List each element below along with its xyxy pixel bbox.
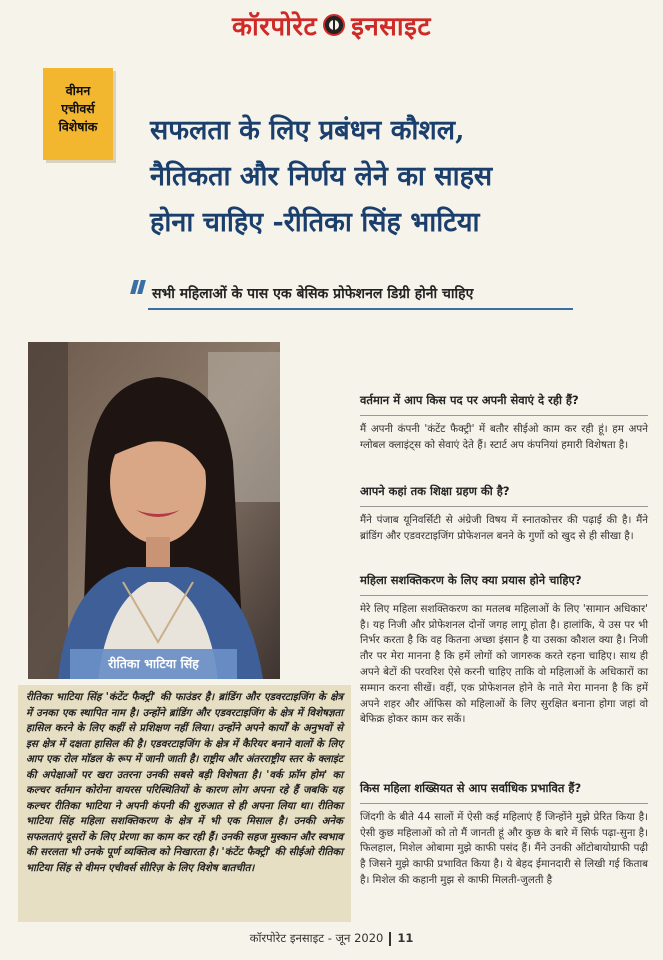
masthead-title-part2: इनसाइट [351,12,431,42]
qa-answer: मेरे लिए महिला सशक्तिकरण का मतलब महिलाओं के लिए 'सामान अधिकार' है। यह निजी और प्रोफेशनल दोनों जगह लागू होता है। हालांकि, ये उस पर भी निर्भर करता है कि वह कितना अच्छा इंसान है या उसका कौशल क्या है। निजी तौर पर मेरा मानना है कि हमें लोगों को जागरुक करते रहना चाहिए। साथ ही अपने बेटों की परवरिश ऐसे करनी चाहिए ताकि वो महिलाओं के अधिकारों का सम्मान करना सीखें। वहीं, एक प्रोफेशनल होने के नाते मेरा मानना है कि हमें अपने शहर और ऑफिस को महिलाओं के लिए सुरक्षित बनाना होगा जहां वो बेफिक्र होकर काम कर सकें। [360,602,648,726]
subheadline: सभी महिलाओं के पास एक बेसिक प्रोफेशनल डिग्री होनी चाहिए [152,286,474,302]
qa-divider [360,595,648,596]
quote-icon [132,278,146,300]
page-number: 11 [397,931,414,945]
qa-item [360,484,648,544]
qa-question: महिला सशक्तिकरण के लिए क्या प्रयास होने चाहिए? [360,573,582,587]
photo-caption: रीतिका भाटिया सिंह [108,656,199,671]
masthead-title-part1: कॉरपोरेट [232,12,318,42]
headline-line: होना चाहिए -रीतिका सिंह भाटिया [150,207,480,238]
headline-line: नैतिकता और निर्णय लेने का साहस [150,161,493,192]
section-tag-line: एचीवर्स [61,101,95,116]
qa-answer: मैंने पंजाब यूनिवर्सिटी से अंग्रेजी विषय में स्नातकोत्तर की पढ़ाई की है। मैंने ब्रांडिंग और एडवरटाइजिंग प्रोफेशनल बनने के गुणों को खुद से ही सीखा है। [360,513,648,542]
globe-icon [323,14,345,36]
qa-answer: मैं अपनी कंपनी 'कंटेंट फैक्ट्री' में बतौर सीईओ काम कर रही हूं। हम अपने ग्लोबल क्लाइंट्स को सेवाएं देते हैं। स्टार्ट अप कंपनियां हमारी विशेषता है। [360,422,648,451]
qa-answer: जिंदगी के बीते 44 सालों में ऐसी कई महिलाएं हैं जिन्होंने मुझे प्रेरित किया है। ऐसी कुछ महिलाओं को तो मैं जानती हूं और कुछ के बारे में सिर्फ पढ़ा-सुना है। फिलहाल, मिशेल ओबामा मुझे काफी पसंद हैं। मैंने उनकी ऑटोबायोग्राफी पढ़ी है जिसने मुझे काफी प्रभावित किया है। ये बेहद ईमानदारी से लिखी गई किताब है। मिशेल की कहानी मुझ से काफी मिलती-जुलती है [360,810,648,886]
headline [150,108,630,246]
subheadline-underline [148,308,573,310]
footer-divider [389,932,391,946]
section-tag [43,68,113,160]
headline-line: सफलता के लिए प्रबंधन कौशल, [150,115,465,146]
masthead [0,0,663,50]
qa-divider [360,803,648,804]
qa-divider [360,415,648,416]
qa-question: आपने कहां तक शिक्षा ग्रहण की है? [360,484,510,498]
section-tag-line: विशेषांक [58,119,98,134]
page-footer [0,931,663,946]
qa-divider [360,506,648,507]
intro-text: रीतिका भाटिया सिंह 'कंटेंट फैक्ट्री' की फाउंडर है। ब्रांडिंग और एडवरटाइजिंग के क्षेत्र में उनका एक स्थापित नाम है। उन्होंने ब्रांडिंग और एडवरटाइजिंग के क्षेत्र में विशेषज्ञता हासिल करने के लिए कहीं से प्रशिक्षण नहीं लिया। उन्होंने अपने कार्यों के अनुभवों से इस क्षेत्र में दक्षता हासिल की है। एडवरटाइजिंग के क्षेत्र में कैरियर बनाने वालों के लिए आप एक रोल मॉडल के रूप में जानी जाती है। राष्ट्रीय और अंतरराष्ट्रीय स्तर के क्लाइंट की अपेक्षाओं पर खरा उतरना उनकी सबसे बड़ी विशेषता है। 'वर्क फ्रॉम होम' का कल्चर वर्तमान कोरोना वायरस परिस्थितियों के कारण लोग अपना रहे हैं जबकि यह कल्चर रीतिका भाटिया ने अपनी कंपनी की शुरुआत से ही अपना लिया था। रीतिका भाटिया सिंह महिला सशक्तिकरण के क्षेत्र में भी एक मिसाल है। उनकी अनेक सफलताएं दूसरों के लिए प्रेरणा का काम कर रही हैं। उनकी सहज मुस्कान और स्वभाव की सरलता भी उनके पूर्ण व्यक्तित्व को निखारता है। 'कंटेंट फैक्ट्री' की सीईओ रीतिका भाटिया सिंह से वीमन एचीवर्स सीरिज़ के लिए विशेष बातचीत। [18,685,351,922]
qa-item [360,781,648,889]
qa-item [360,393,648,453]
portrait-photo [28,342,280,679]
section-tag-line: वीमन [65,83,91,98]
photo-caption-box [70,649,237,679]
qa-item [360,573,648,728]
qa-question: वर्तमान में आप किस पद पर अपनी सेवाएं दे रही हैं? [360,393,579,407]
footer-text: कॉरपोरेट इनसाइट - जून 2020 [249,931,384,945]
qa-question: किस महिला शख्सियत से आप सर्वाधिक प्रभावित हैं? [360,781,582,795]
